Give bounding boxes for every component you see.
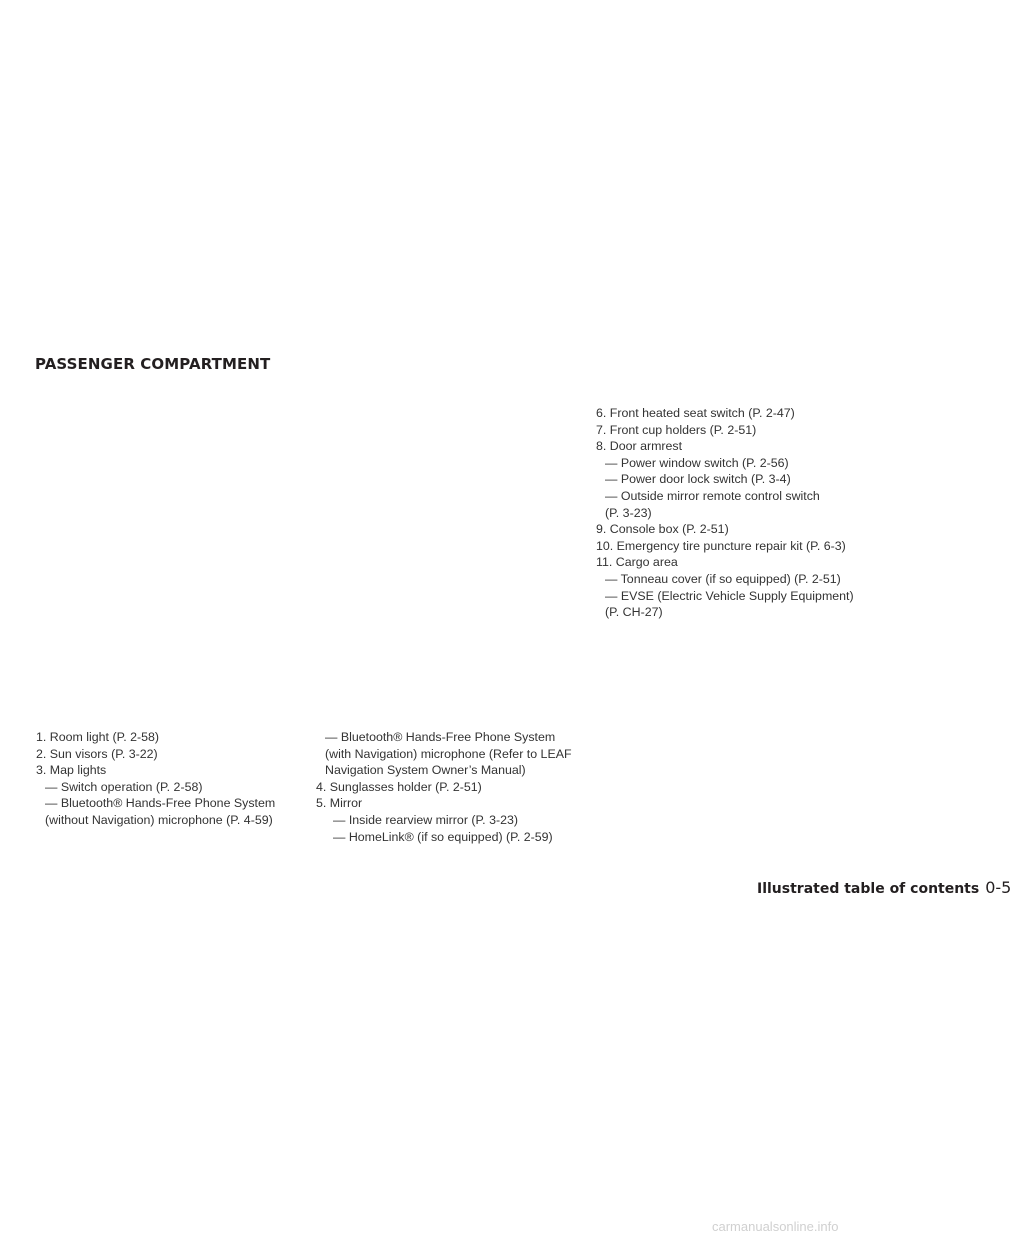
left-column-list: [36, 729, 275, 829]
right-column-list: [596, 405, 854, 621]
sub-item-homelink: — HomeLink® (if so equipped) (P. 2-59): [333, 829, 553, 844]
middle-column-list: [316, 729, 572, 845]
list-item-cup-holders: 7. Front cup holders (P. 2-51): [596, 422, 757, 437]
list-item-heated-seat-switch: 6. Front heated seat switch (P. 2-47): [596, 406, 795, 420]
page-footer: [757, 878, 1011, 897]
sub-item-inside-rearview-mirror: — Inside rearview mirror (P. 3-23): [333, 812, 518, 827]
list-item-cargo-area: 11. Cargo area: [596, 555, 678, 570]
sub-item-continuation: (P. 3-23): [605, 505, 652, 520]
list-item-sunglasses-holder: 4. Sunglasses holder (P. 2-51): [316, 779, 482, 794]
list-item-sun-visors: 2. Sun visors (P. 3-22): [36, 746, 158, 761]
sub-item-evse: — EVSE (Electric Vehicle Supply Equipment): [605, 588, 854, 603]
list-item-mirror: 5. Mirror: [316, 796, 363, 811]
sub-item-bluetooth-microphone: — Bluetooth® Hands-Free Phone System: [45, 796, 276, 811]
sub-item-tonneau-cover: — Tonneau cover (if so equipped) (P. 2-51): [605, 571, 841, 586]
list-item-tire-repair-kit: 10. Emergency tire puncture repair kit (P. 6-3): [596, 538, 846, 553]
sub-item-power-door-lock-switch: — Power door lock switch (P. 3-4): [605, 472, 791, 487]
list-item-room-light: 1. Room light (P. 2-58): [36, 730, 160, 744]
list-item-console-box: 9. Console box (P. 2-51): [596, 522, 729, 537]
sub-item-bluetooth-nav-microphone: — Bluetooth® Hands-Free Phone System: [325, 730, 556, 744]
sub-item-continuation: (with Navigation) microphone (Refer to LEAF: [325, 746, 572, 761]
sub-item-switch-operation: — Switch operation (P. 2-58): [45, 779, 203, 794]
section-heading: PASSENGER COMPARTMENT: [35, 355, 271, 373]
page-number: 0-5: [985, 878, 1011, 897]
list-item-map-lights: 3. Map lights: [36, 763, 107, 778]
sub-item-continuation: (without Navigation) microphone (P. 4-59): [45, 812, 273, 827]
footer-title: Illustrated table of contents: [757, 881, 980, 897]
sub-item-continuation: (P. CH-27): [605, 605, 663, 620]
sub-item-outside-mirror-switch: — Outside mirror remote control switch: [605, 488, 820, 503]
sub-item-power-window-switch: — Power window switch (P. 2-56): [605, 455, 789, 470]
watermark: carmanualsonline.info: [712, 1219, 839, 1234]
list-item-door-armrest: 8. Door armrest: [596, 439, 683, 454]
sub-item-continuation: Navigation System Owner’s Manual): [325, 763, 526, 778]
